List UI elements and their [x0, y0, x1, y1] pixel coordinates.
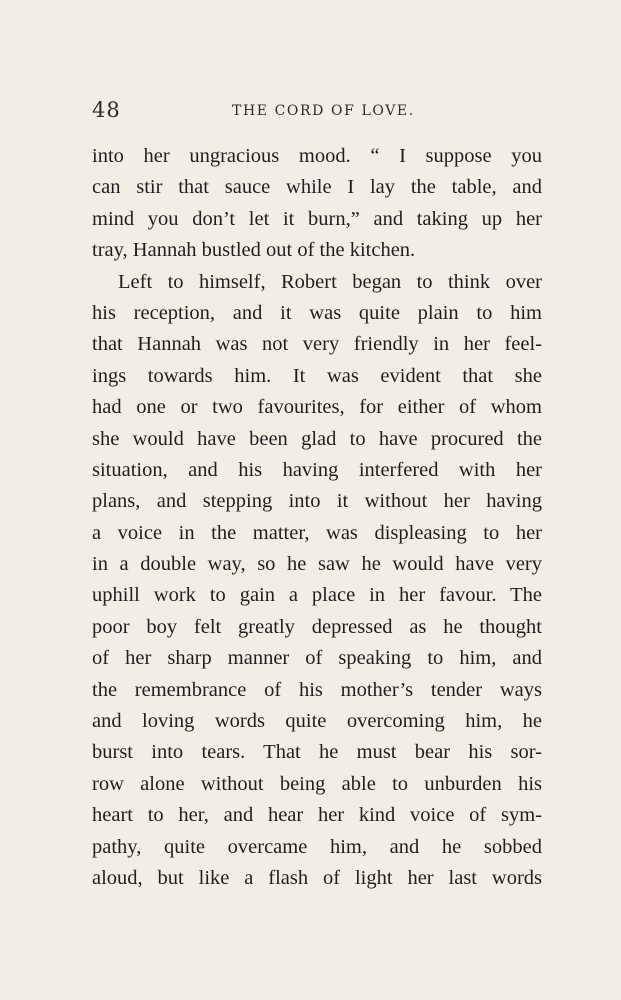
text-line: burst into tears. That he must bear his sor- [92, 741, 542, 764]
running-title: THE CORD OF LOVE. [232, 103, 415, 119]
text-line: plans, and stepping into it without her having [92, 490, 542, 513]
text-line: had one or two favourites, for either of whom [92, 396, 542, 419]
text-line: mind you don’t let it burn,” and taking up her [92, 207, 542, 230]
running-head [92, 96, 542, 126]
text-line: poor boy felt greatly depressed as he thought [92, 615, 542, 638]
text-line: aloud, but like a flash of light her last words [92, 866, 542, 889]
text-line: heart to her, and hear her kind voice of sym- [92, 804, 542, 827]
body-text [92, 141, 542, 894]
text-line: she would have been glad to have procured the [92, 427, 542, 450]
text-line: and loving words quite overcoming him, he [92, 710, 542, 733]
text-line: ings towards him. It was evident that she [92, 364, 542, 387]
text-line: can stir that sauce while I lay the table, and [92, 176, 542, 199]
text-line: tray, Hannah bustled out of the kitchen. [92, 239, 416, 262]
text-line: that Hannah was not very friendly in her feel- [92, 333, 542, 356]
text-line: his reception, and it was quite plain to him [92, 301, 542, 324]
text-line: the remembrance of his mother’s tender ways [92, 678, 542, 701]
text-line: uphill work to gain a place in her favour. The [92, 584, 542, 607]
text-line: row alone without being able to unburden his [92, 772, 542, 795]
text-line: a voice in the matter, was displeasing to her [92, 521, 542, 544]
text-line: into her ungracious mood. “ I suppose you [92, 145, 542, 167]
text-line: in a double way, so he saw he would have very [92, 553, 542, 576]
text-line: of her sharp manner of speaking to him, and [92, 647, 542, 670]
text-line: situation, and his having interfered with her [92, 458, 542, 481]
text-line: Left to himself, Robert began to think over [118, 270, 542, 293]
text-line: pathy, quite overcame him, and he sobbed [92, 835, 542, 858]
page-number: 48 [92, 98, 121, 122]
